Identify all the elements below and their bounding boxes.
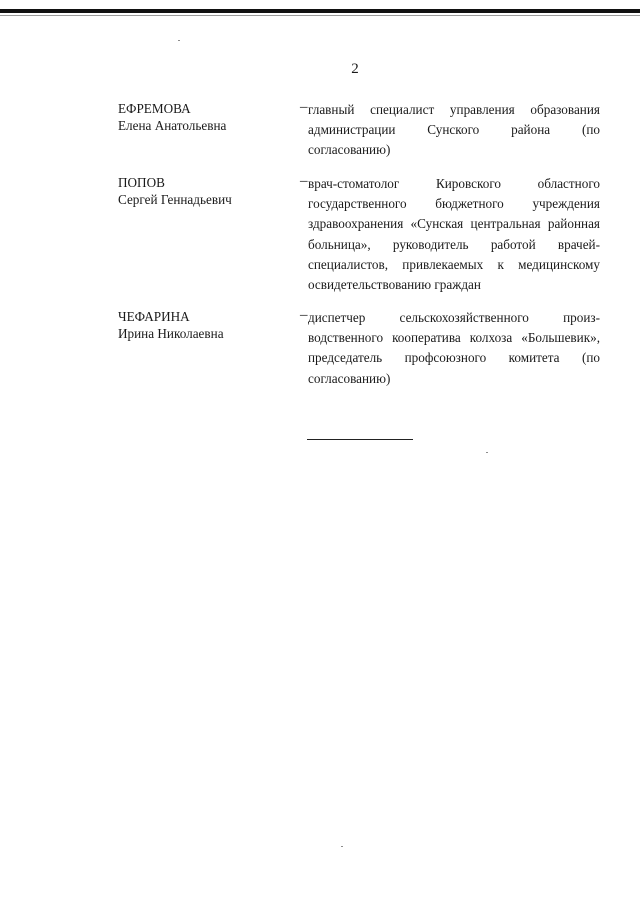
- scan-speck: [486, 452, 488, 453]
- member-name: [118, 100, 288, 134]
- scan-speck: [341, 846, 343, 847]
- member-dash: –: [300, 307, 308, 323]
- member-surname: ЧЕФАРИНА: [118, 309, 190, 324]
- scan-edge-shadow: [0, 15, 640, 16]
- member-dash: –: [300, 99, 308, 115]
- member-dash: –: [300, 173, 308, 189]
- member-position: главный специалист управления образования администрации Сунского района (по согласованию): [308, 102, 600, 158]
- member-position: диспетчер сельскохозяйственного производственного кооператива колхоза «Большевик», председатель профсоюзного комитета (по согласованию): [308, 310, 600, 386]
- end-of-list-rule: [307, 439, 413, 440]
- member-given-names: Сергей Геннадьевич: [118, 192, 232, 207]
- member-name: [118, 174, 288, 208]
- scan-speck: [178, 40, 180, 41]
- member-given-names: Елена Анатольевна: [118, 118, 227, 133]
- member-position: врач-стоматолог Кировского областного государственного бюджетного учреждения здравоохранения «Сунская центральная районная больница», руководитель работой врачей-специалистов, привлекаемых к медицинскому освидетельствованию граждан: [308, 176, 600, 293]
- page-number: 2: [351, 61, 359, 77]
- scan-edge-line: [0, 9, 640, 13]
- member-surname: ПОПОВ: [118, 175, 165, 190]
- member-given-names: Ирина Николаевна: [118, 326, 224, 341]
- member-surname: ЕФРЕМОВА: [118, 101, 191, 116]
- member-name: [118, 308, 288, 342]
